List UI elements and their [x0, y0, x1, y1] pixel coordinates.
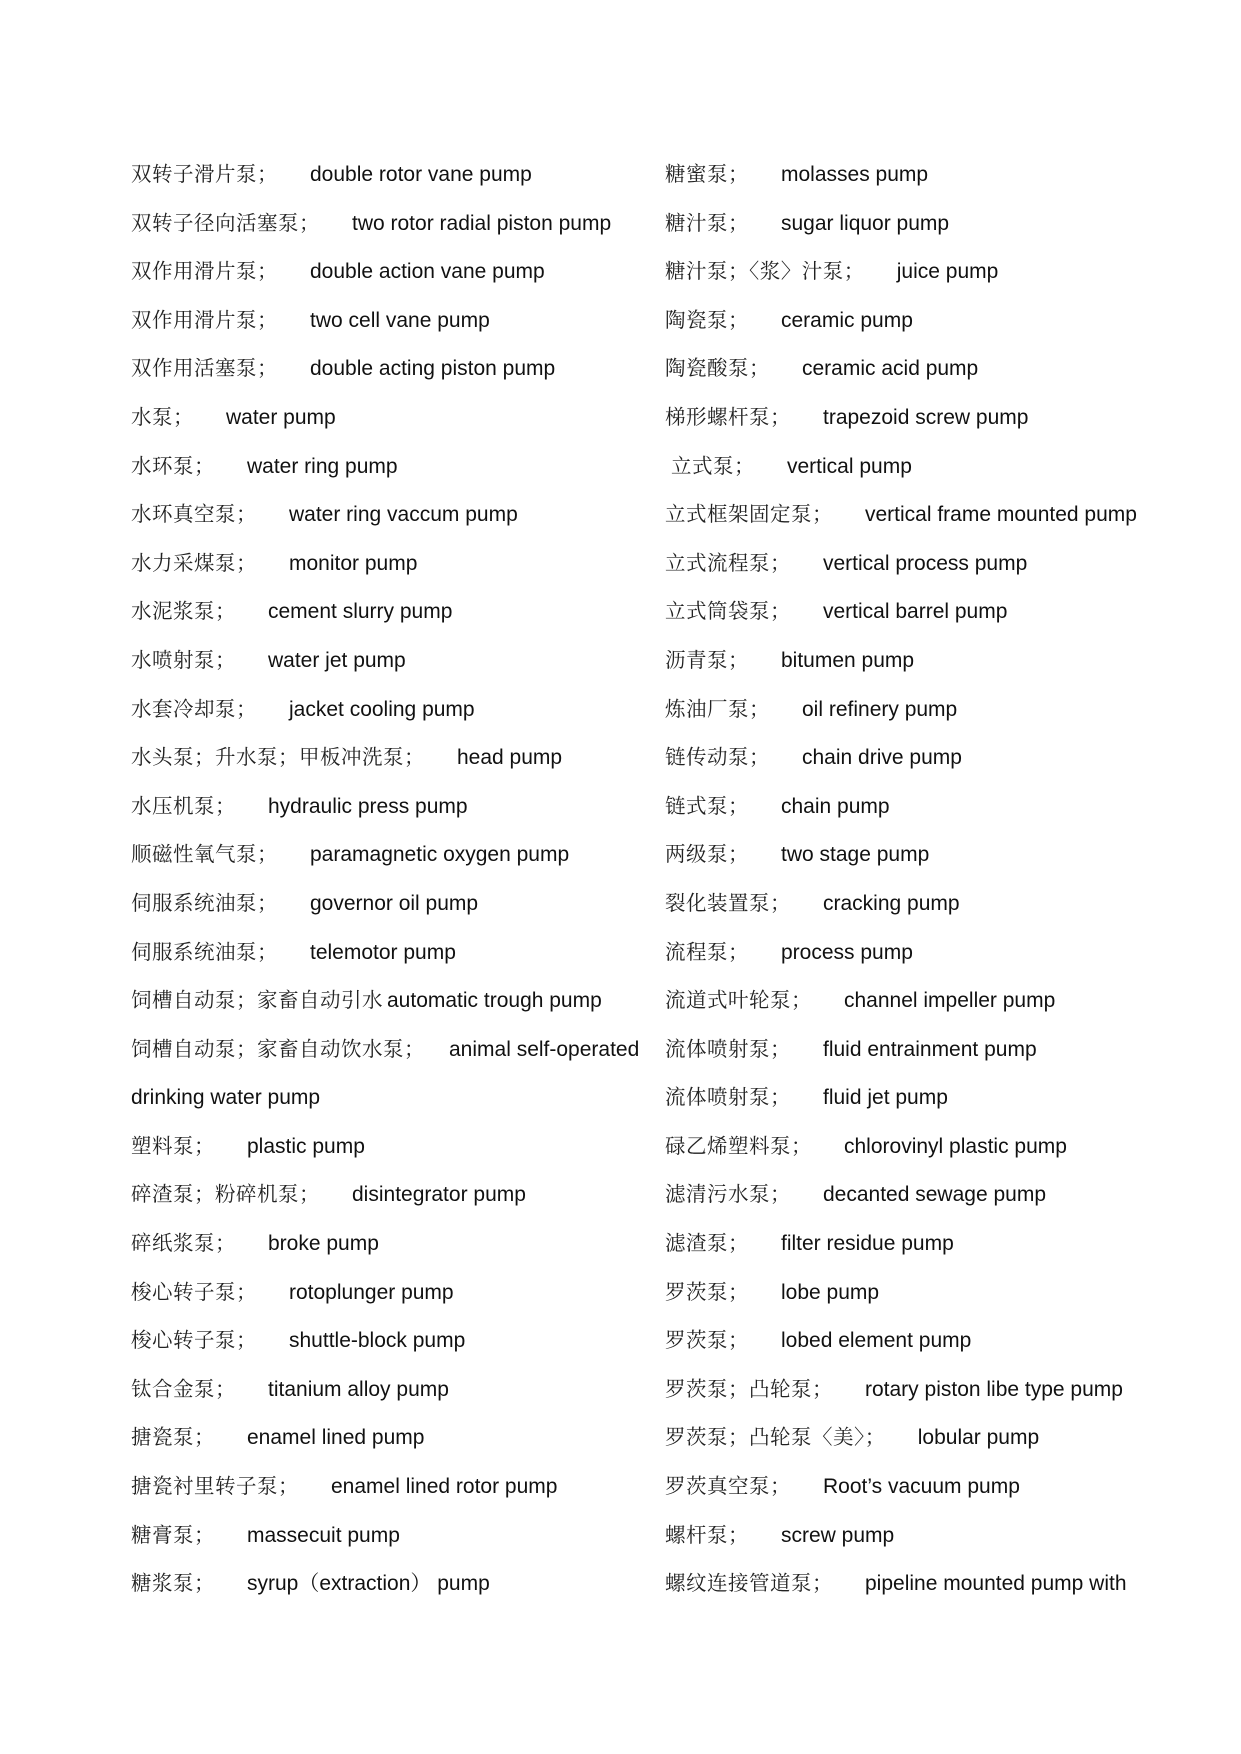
english-term: vertical frame mounted pump [865, 503, 1137, 527]
chinese-term: 糖汁泵； [665, 210, 749, 235]
english-term: water ring vaccum pump [289, 503, 518, 527]
chinese-term: 罗茨泵；凸轮泵； [665, 1376, 833, 1401]
glossary-entry [665, 150, 1225, 199]
chinese-term: 双作用活塞泵； [131, 356, 278, 381]
english-term: hydraulic press pump [268, 794, 468, 818]
glossary-entry [131, 1122, 691, 1171]
glossary-entry [131, 344, 691, 393]
english-term: enamel lined rotor pump [331, 1475, 558, 1499]
chinese-term: 顺磁性氧气泵； [131, 842, 278, 867]
english-term: bitumen pump [781, 648, 915, 672]
glossary-entry [665, 1122, 1225, 1171]
chinese-term: 碎渣泵；粉碎机泵； [131, 1182, 320, 1207]
chinese-term: 搪瓷泵； [131, 1425, 215, 1450]
english-term: decanted sewage pump [823, 1183, 1046, 1207]
chinese-term: 饲槽自动泵；家畜自动引水 [131, 988, 383, 1013]
english-term: double action vane pump [310, 260, 545, 284]
chinese-term: 陶瓷酸泵； [665, 356, 770, 381]
english-term: filter residue pump [781, 1232, 954, 1256]
chinese-term: 梯形螺杆泵； [665, 404, 791, 429]
english-term: vertical process pump [823, 551, 1028, 575]
glossary-entry [665, 1316, 1225, 1365]
english-term: plastic pump [247, 1134, 365, 1158]
chinese-term: 流道式叶轮泵； [665, 988, 812, 1013]
english-term: double rotor vane pump [310, 163, 532, 186]
glossary-entry [665, 199, 1225, 248]
chinese-term: 滤渣泵； [665, 1231, 749, 1256]
english-term: water ring pump [247, 454, 398, 478]
glossary-entry [131, 1462, 691, 1511]
glossary-entry [131, 587, 691, 636]
glossary-entry [665, 1219, 1225, 1268]
chinese-term: 水泥浆泵； [131, 599, 236, 624]
chinese-term: 梭心转子泵； [131, 1328, 257, 1353]
glossary-entry-continuation [131, 1073, 691, 1122]
glossary-entry [131, 879, 691, 928]
english-term: animal self-operated [449, 1037, 640, 1061]
chinese-term: 滤清污水泵； [665, 1182, 791, 1207]
glossary-entry [665, 539, 1225, 588]
chinese-term: 双作用滑片泵； [131, 307, 278, 332]
chinese-term: 两级泵； [665, 842, 749, 867]
english-term: cement slurry pump [268, 600, 453, 624]
english-term: fluid jet pump [823, 1086, 948, 1110]
english-term: chain pump [781, 794, 890, 818]
glossary-entry [665, 490, 1225, 539]
glossary-entry [665, 830, 1225, 879]
english-term: governor oil pump [310, 891, 479, 915]
glossary-entry [665, 685, 1225, 734]
english-term: trapezoid screw pump [823, 405, 1029, 429]
glossary-entry [665, 1268, 1225, 1317]
chinese-term: 水环泵； [131, 453, 215, 478]
glossary-entry [131, 1025, 691, 1074]
english-term: water jet pump [268, 648, 406, 672]
english-term: chain drive pump [802, 746, 962, 770]
chinese-term: 螺杆泵； [665, 1522, 749, 1547]
glossary-entry [665, 879, 1225, 928]
english-term: jacket cooling pump [289, 697, 475, 721]
english-term: lobed element pump [781, 1329, 972, 1353]
glossary-entry [665, 928, 1225, 977]
chinese-term: 水头泵；升水泵；甲板冲洗泵； [131, 745, 425, 770]
glossary-entry [665, 393, 1225, 442]
english-term: paramagnetic oxygen pump [310, 843, 570, 867]
glossary-entry [131, 199, 691, 248]
english-term: broke pump [268, 1232, 379, 1256]
chinese-term: 沥青泵； [665, 647, 749, 672]
chinese-term: 双转子滑片泵； [131, 162, 278, 186]
glossary-entry [131, 490, 691, 539]
chinese-term: 水喷射泵； [131, 647, 236, 672]
english-term: channel impeller pump [844, 989, 1056, 1013]
english-term: oil refinery pump [802, 697, 958, 721]
glossary-entry [131, 296, 691, 345]
glossary-entry [131, 636, 691, 685]
chinese-term: 饲槽自动泵；家畜自动饮水泵； [131, 1036, 425, 1061]
english-term: process pump [781, 940, 913, 964]
english-term: chlorovinyl plastic pump [844, 1134, 1067, 1158]
glossary-entry [665, 733, 1225, 782]
english-term: screw pump [781, 1523, 895, 1547]
english-term: automatic trough pump [387, 989, 602, 1013]
chinese-term: 流程泵； [665, 939, 749, 964]
chinese-term: 立式筒袋泵； [665, 599, 791, 624]
chinese-term: 螺纹连接管道泵； [665, 1571, 833, 1596]
chinese-term: 罗茨泵； [665, 1279, 749, 1304]
english-term: vertical barrel pump [823, 600, 1008, 624]
glossary-entry [131, 685, 691, 734]
english-term: rotoplunger pump [289, 1280, 454, 1304]
english-term: sugar liquor pump [781, 211, 950, 235]
glossary-entry [665, 344, 1225, 393]
glossary-entry [665, 1025, 1225, 1074]
chinese-term: 链式泵； [665, 793, 749, 818]
chinese-term: 立式流程泵； [665, 550, 791, 575]
chinese-term: 流体喷射泵； [665, 1085, 791, 1110]
chinese-term: 立式框架固定泵； [665, 502, 833, 527]
glossary-entry [131, 830, 691, 879]
glossary-entry [131, 733, 691, 782]
glossary-entry [131, 1511, 691, 1560]
chinese-term: 水泵； [131, 404, 194, 429]
english-term: syrup（extraction） pump [247, 1572, 490, 1596]
chinese-term: 糖膏泵； [131, 1522, 215, 1547]
right-column [665, 150, 1225, 1608]
english-term-continuation: drinking water pump [131, 1086, 321, 1110]
english-term: titanium alloy pump [268, 1377, 449, 1401]
english-term: cracking pump [823, 891, 960, 915]
glossary-entry [665, 296, 1225, 345]
english-term: lobular pump [917, 1426, 1040, 1450]
chinese-term: 流体喷射泵； [665, 1036, 791, 1061]
chinese-term: 搪瓷衬里转子泵； [131, 1474, 299, 1499]
english-term: shuttle-block pump [289, 1329, 466, 1353]
english-term: enamel lined pump [247, 1426, 425, 1450]
left-column [131, 150, 691, 1608]
english-term: vertical pump [787, 454, 912, 478]
chinese-term: 糖汁泵；〈浆〉汁泵； [665, 259, 865, 284]
english-term: Root’s vacuum pump [823, 1475, 1020, 1499]
english-term: ceramic pump [781, 308, 913, 332]
chinese-term: 立式泵； [671, 453, 755, 478]
chinese-term: 双转子径向活塞泵； [131, 210, 320, 235]
chinese-term: 碌乙烯塑料泵； [665, 1133, 812, 1158]
chinese-term: 罗茨泵；凸轮泵〈美〉； [665, 1425, 886, 1450]
english-term: water pump [226, 405, 336, 429]
chinese-term: 炼油厂泵； [665, 696, 770, 721]
english-term: two stage pump [781, 843, 930, 867]
english-term: lobe pump [781, 1280, 880, 1304]
chinese-term: 链传动泵； [665, 745, 770, 770]
english-term: massecuit pump [247, 1523, 400, 1547]
chinese-term: 伺服系统油泵； [131, 939, 278, 964]
chinese-term: 裂化装置泵； [665, 890, 791, 915]
glossary-entry [665, 1073, 1225, 1122]
chinese-term: 碎纸浆泵； [131, 1231, 236, 1256]
english-term: two cell vane pump [310, 308, 490, 332]
glossary-entry [131, 1268, 691, 1317]
english-term: two rotor radial piston pump [352, 211, 612, 235]
chinese-term: 陶瓷泵； [665, 307, 749, 332]
glossary-entry [665, 1365, 1225, 1414]
english-term: double acting piston pump [310, 357, 556, 381]
chinese-term: 双作用滑片泵； [131, 259, 278, 284]
english-term: ceramic acid pump [802, 357, 979, 381]
glossary-entry [131, 1170, 691, 1219]
chinese-term: 水套冷却泵； [131, 696, 257, 721]
english-term: pipeline mounted pump with [865, 1572, 1127, 1596]
english-term: disintegrator pump [352, 1183, 526, 1207]
glossary-entry [131, 1219, 691, 1268]
english-term: fluid entrainment pump [823, 1037, 1037, 1061]
chinese-term: 罗茨泵； [665, 1328, 749, 1353]
glossary-entry [665, 1511, 1225, 1560]
glossary-entry [665, 1462, 1225, 1511]
chinese-term: 塑料泵； [131, 1133, 215, 1158]
chinese-term: 水压机泵； [131, 793, 236, 818]
glossary-entry [131, 1413, 691, 1462]
chinese-term: 罗茨真空泵； [665, 1474, 791, 1499]
english-term: head pump [457, 746, 563, 770]
chinese-term: 水力采煤泵； [131, 550, 257, 575]
glossary-entry [665, 442, 1225, 491]
glossary-entry [131, 1365, 691, 1414]
glossary-entry [131, 150, 691, 199]
glossary-entry [131, 928, 691, 977]
glossary-entry [131, 247, 691, 296]
chinese-term: 水环真空泵； [131, 502, 257, 527]
glossary-entry [131, 539, 691, 588]
chinese-term: 糖浆泵； [131, 1571, 215, 1596]
english-term: telemotor pump [310, 940, 456, 964]
glossary-entry [131, 976, 691, 1025]
glossary-entry [131, 393, 691, 442]
chinese-term: 伺服系统油泵； [131, 890, 278, 915]
chinese-term: 糖蜜泵； [665, 162, 749, 186]
english-term: molasses pump [781, 163, 929, 186]
glossary-entry [665, 1170, 1225, 1219]
glossary-entry [131, 442, 691, 491]
glossary-entry [665, 587, 1225, 636]
glossary-entry [131, 1559, 691, 1608]
glossary-entry [665, 782, 1225, 831]
glossary-entry [665, 636, 1225, 685]
glossary-entry [665, 1413, 1225, 1462]
english-term: monitor pump [289, 551, 418, 575]
glossary-entry [131, 782, 691, 831]
chinese-term: 梭心转子泵； [131, 1279, 257, 1304]
glossary-entry [665, 1559, 1225, 1608]
chinese-term: 钛合金泵； [131, 1376, 236, 1401]
glossary-entry [665, 976, 1225, 1025]
english-term: juice pump [896, 260, 999, 284]
glossary-entry [665, 247, 1225, 296]
glossary-entry [131, 1316, 691, 1365]
english-term: rotary piston libe type pump [865, 1377, 1123, 1401]
